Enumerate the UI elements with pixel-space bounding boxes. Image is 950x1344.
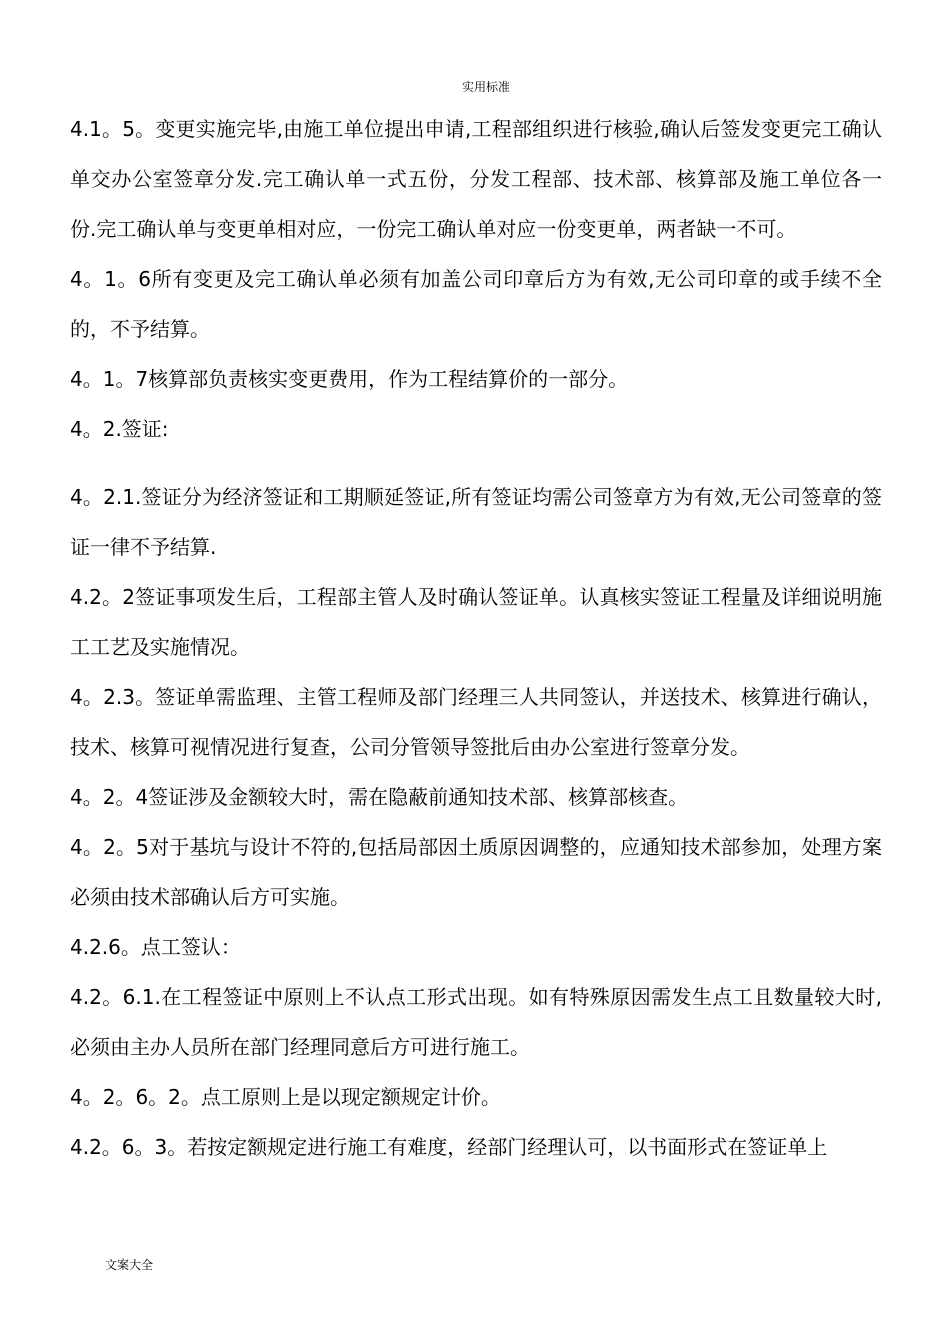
paragraph-4-2-2: 4.2。2签证事项发生后，工程部主管人及时确认签证单。认真核实签证工程量及详细说明施工工艺及实施情况。 [70, 585, 882, 659]
page-footer: 文案大全 [105, 1258, 154, 1272]
paragraph-4-2-6-2: 4。2。6。2。点工原则上是以现定额规定计价。 [70, 1085, 501, 1109]
paragraph-4-2-6-1: 4.2。6.1.在工程签证中原则上不认点工形式出现。如有特殊原因需发生点工且数量较大时,必须由主办人员所在部门经理同意后方可进行施工。 [70, 985, 882, 1059]
paragraph-4-2-4: 4。2。4签证涉及金额较大时，需在隐蔽前通知技术部、核算部核查。 [70, 785, 689, 809]
heading-4-2: 4。2.签证: [70, 417, 169, 441]
heading-4-2-6: 4.2.6。点工签认： [70, 935, 241, 959]
paragraph-4-2-1: 4。2.1.签证分为经济签证和工期顺延签证,所有签证均需公司签章方为有效,无公司签章的签证一律不予结算. [70, 485, 882, 559]
paragraph-4-1-5: 4.1。5。变更实施完毕,由施工单位提出申请,工程部组织进行核验,确认后签发变更完工确认单交办公室签章分发.完工确认单一式五份，分发工程部、技术部、核算部及施工单位各一份.完工确认单与变更单相对应，一份完工确认单对应一份变更单，两者缺一不可。 [70, 117, 882, 241]
paragraph-4-2-6-3: 4.2。6。3。若按定额规定进行施工有难度，经部门经理认可，以书面形式在签证单上 [70, 1135, 828, 1159]
document-body [70, 104, 882, 1172]
paragraph-4-1-6: 4。1。6所有变更及完工确认单必须有加盖公司印章后方为有效,无公司印章的或手续不全的，不予结算。 [70, 267, 882, 341]
paragraph-4-1-7: 4。1。7核算部负责核实变更费用，作为工程结算价的一部分。 [70, 367, 629, 391]
page-header: 实用标准 [462, 80, 511, 94]
paragraph-4-2-5: 4。2。5对于基坑与设计不符的,包括局部因土质原因调整的，应通知技术部参加，处理方案必须由技术部确认后方可实施。 [70, 835, 882, 909]
paragraph-4-2-3: 4。2.3。签证单需监理、主管工程师及部门经理三人共同签认，并送技术、核算进行确认，技术、核算可视情况进行复查，公司分管领导签批后由办公室进行签章分发。 [70, 685, 882, 759]
